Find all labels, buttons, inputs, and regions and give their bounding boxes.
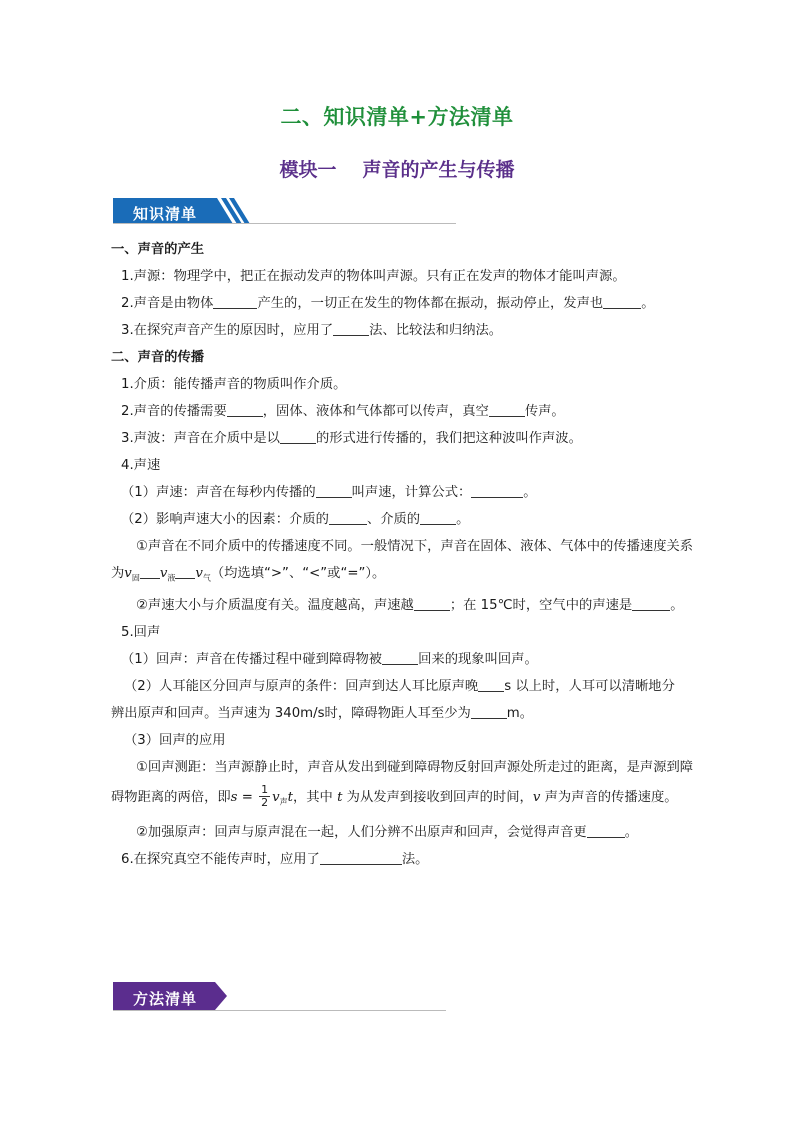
blank bbox=[280, 429, 316, 444]
s2-line-4-1: （1）声速：声音在每秒内传播的 叫声速，计算公式： 。 bbox=[121, 485, 537, 500]
s2-line-5-c1b: 碍物距离的两倍，即s = $\frac{1}{2}$ $v_声t$，其中 t 为从发声到接收到回声的时间，v 声为声音的传播速度。 bbox=[111, 783, 678, 810]
method-divider bbox=[113, 1010, 446, 1011]
s2-line-4-c1b: 为$v_固$ $v_液$ $v_气$（均选填“>”、“<”或“=”）。 bbox=[111, 566, 386, 583]
s2-line-4-2: （2）影响声速大小的因素：介质的 、介质的 。 bbox=[121, 512, 470, 527]
s1-line-1: 1.声源：物理学中，把正在振动发声的物体叫声源。只有正在发声的物体才能叫声源。 bbox=[121, 269, 626, 284]
blank bbox=[227, 402, 263, 417]
blank bbox=[471, 483, 523, 498]
blank bbox=[489, 402, 525, 417]
blank bbox=[420, 510, 456, 525]
blank bbox=[603, 294, 641, 309]
method-banner bbox=[113, 982, 233, 1012]
s2-line-5-c1: ①回声测距：当声源静止时，声音从发出到碰到障碍物反射回声源处所走过的距离，是声源到障 bbox=[136, 759, 694, 775]
s2-line-6: 6.在探究真空不能传声时，应用了 法。 bbox=[121, 852, 429, 868]
fraction: $\frac{1}{2}$ bbox=[261, 783, 269, 810]
s2-line-4-c1: ①声音在不同介质中的传播速度不同。一般情况下，声音在固体、液体、气体中的传播速度关系 bbox=[136, 539, 694, 554]
s2-line-3: 3.声波：声音在介质中是以 的形式进行传播的，我们把这种波叫作声波。 bbox=[121, 431, 582, 446]
knowledge-divider bbox=[113, 223, 456, 224]
main-title: 二、知识清单+方法清单 bbox=[280, 105, 514, 129]
blank bbox=[587, 823, 625, 838]
s2-line-2: 2.声音的传播需要 ，固体、液体和气体都可以传声，真空 传声。 bbox=[121, 404, 565, 419]
s2-line-5-2: （2）人耳能区分回声与原声的条件：回声到达人耳比原声晚 s 以上时，人耳可以清晰地分 bbox=[124, 678, 675, 694]
blank bbox=[471, 704, 507, 719]
blank bbox=[213, 294, 257, 309]
s2-line-4-c2: ②声速大小与介质温度有关。温度越高，声速越 ；在 15℃时，空气中的声速是 。 bbox=[136, 597, 684, 613]
s2-line-5-1: （1）回声：声音在传播过程中碰到障碍物被 回来的现象叫回声。 bbox=[121, 651, 538, 667]
blank bbox=[320, 850, 402, 865]
blank bbox=[478, 677, 504, 692]
module-label: 模块一 bbox=[279, 159, 337, 181]
blank bbox=[382, 650, 418, 665]
section-2-title: 二、声音的传播 bbox=[111, 350, 205, 365]
s2-line-5-2b: 辨出原声和回声。当声速为 340m/s时，障碍物距人耳至少为 m。 bbox=[111, 705, 534, 721]
s2-line-1: 1.介质：能传播声音的物质叫作介质。 bbox=[121, 377, 347, 392]
s2-line-4: 4.声速 bbox=[121, 458, 161, 473]
s1-line-2: 2.声音是由物体 产生的，一切正在发生的物体都在振动，振动停止，发声也 。 bbox=[121, 296, 655, 311]
blank bbox=[414, 596, 450, 611]
knowledge-content bbox=[111, 236, 711, 873]
section-1-title: 一、声音的产生 bbox=[111, 242, 205, 257]
blank bbox=[632, 596, 670, 611]
method-banner-label: 方法清单 bbox=[133, 990, 198, 1008]
module-title bbox=[0, 155, 794, 182]
s1-line-3: 3.在探究声音产生的原因时，应用了 法、比较法和归纳法。 bbox=[121, 323, 503, 338]
blank bbox=[329, 510, 367, 525]
blank bbox=[175, 564, 195, 579]
module-name: 声音的产生与传播 bbox=[362, 159, 515, 181]
s2-line-5-c2: ②加强原声：回声与原声混在一起，人们分辨不出原声和回声，会觉得声音更 。 bbox=[136, 825, 639, 841]
s2-line-5: 5.回声 bbox=[121, 624, 161, 640]
blank bbox=[140, 564, 160, 579]
blank bbox=[333, 321, 369, 336]
blank bbox=[316, 483, 352, 498]
s2-line-5-3: （3）回声的应用 bbox=[124, 732, 226, 748]
knowledge-banner-label: 知识清单 bbox=[133, 205, 198, 223]
